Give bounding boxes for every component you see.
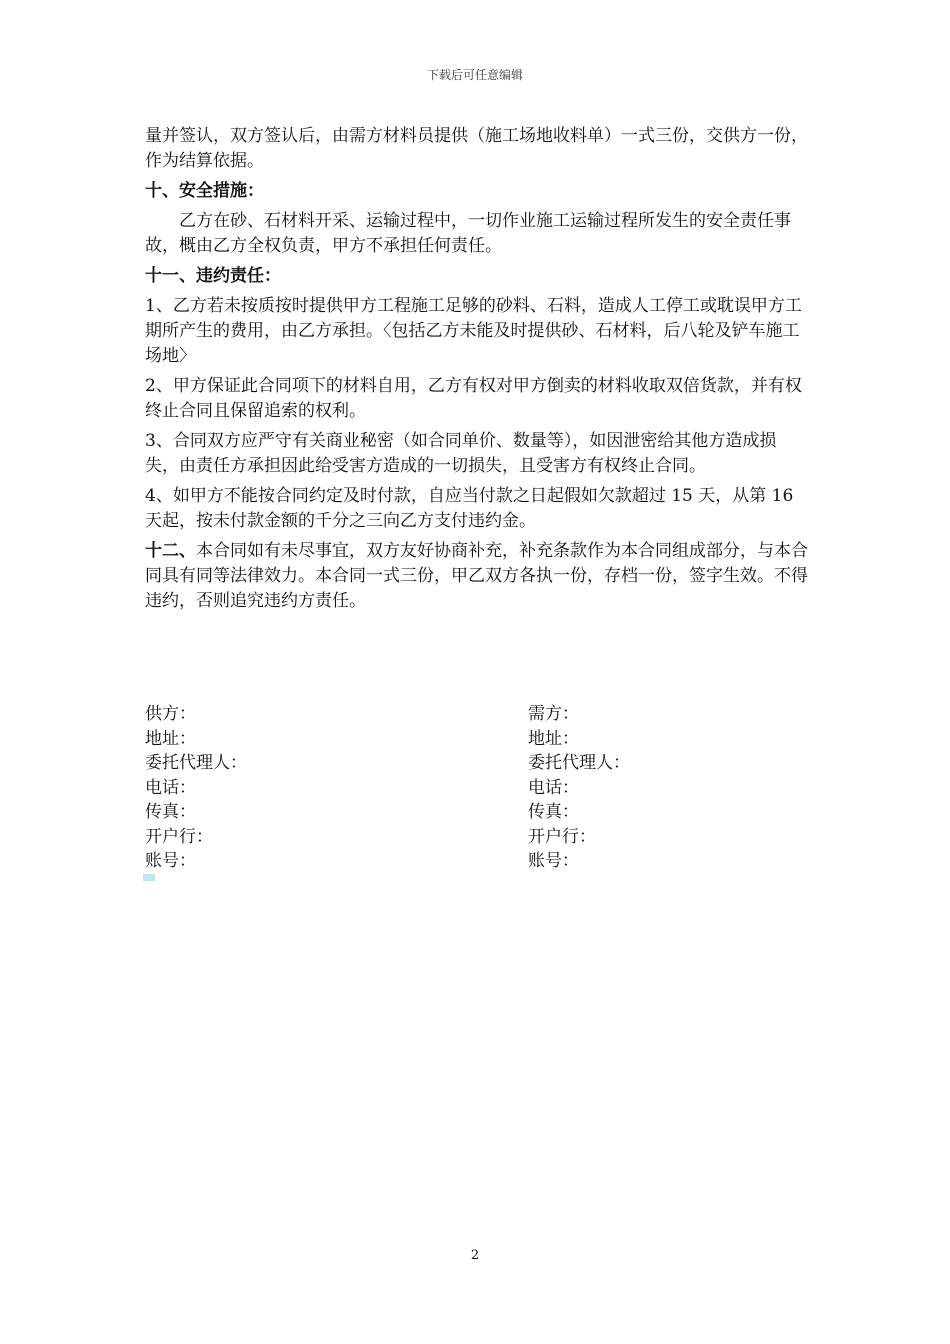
section-heading-safety: 十、安全措施： <box>145 181 264 201</box>
supplier-column <box>145 702 247 874</box>
supplier-fax-label: 传真： <box>145 802 196 822</box>
paragraph-twelve: 本合同如有未尽事宜，双方友好协商补充，补充条款作为本合同组成部分，与本合同具有同等法律效力。本合同一式三份，甲乙双方各执一份，存档一份，签字生效。不得违约，否则追究违约方责任。 <box>145 541 808 611</box>
section-twelve <box>145 539 810 614</box>
text-cursor-marker <box>143 874 155 881</box>
section-heading-liability: 十一、违约责任： <box>145 266 281 286</box>
buyer-fax-label: 传真： <box>528 802 579 822</box>
supplier-phone-label: 电话： <box>145 777 196 798</box>
page-header: 下载后可任意编辑 <box>426 68 523 82</box>
buyer-phone-label: 电话： <box>528 777 579 798</box>
buyer-label: 需方： <box>528 704 579 724</box>
section-heading-twelve: 十二、 <box>145 541 196 561</box>
buyer-column <box>528 702 630 874</box>
liability-item-4: 4、如甲方不能按合同约定及时付款，自应当付款之日起假如欠款超过 15 天，从第 16 天起，按未付款金额的千分之三向乙方支付违约金。 <box>145 486 794 531</box>
buyer-agent-label: 委托代理人： <box>528 753 630 773</box>
contract-body <box>145 124 810 619</box>
supplier-bank-label: 开户行： <box>145 826 213 847</box>
supplier-label: 供方： <box>145 704 196 724</box>
supplier-agent-label: 委托代理人： <box>145 753 247 773</box>
page-number: 2 <box>470 1248 480 1263</box>
supplier-account-label: 账号： <box>145 851 196 871</box>
buyer-address-label: 地址： <box>528 728 579 749</box>
liability-item-2: 2、甲方保证此合同项下的材料自用，乙方有权对甲方倒卖的材料收取双倍货款，并有权终止合同且保留追索的权利。 <box>145 376 802 421</box>
paragraph-safety: 乙方在砂、石材料开采、运输过程中，一切作业施工运输过程所发生的安全责任事故，概由乙方全权负责，甲方不承担任何责任。 <box>145 211 791 256</box>
buyer-bank-label: 开户行： <box>528 826 596 847</box>
paragraph-continuation: 量并签认，双方签认后，由需方材料员提供（施工场地收料单）一式三份，交供方一份，作为结算依据。 <box>145 126 808 171</box>
liability-item-3: 3、合同双方应严守有关商业秘密（如合同单价、数量等），如因泄密给其他方造成损失，由责任方承担因此给受害方造成的一切损失，且受害方有权终止合同。 <box>145 431 777 476</box>
supplier-address-label: 地址： <box>145 728 196 749</box>
liability-item-1: 1、乙方若未按质按时提供甲方工程施工足够的砂料、石料，造成人工停工或耽误甲方工期所产生的费用，由乙方承担。〈包括乙方未能及时提供砂、石材料，后八轮及铲车施工场地〉 <box>145 296 802 366</box>
buyer-account-label: 账号： <box>528 851 579 871</box>
